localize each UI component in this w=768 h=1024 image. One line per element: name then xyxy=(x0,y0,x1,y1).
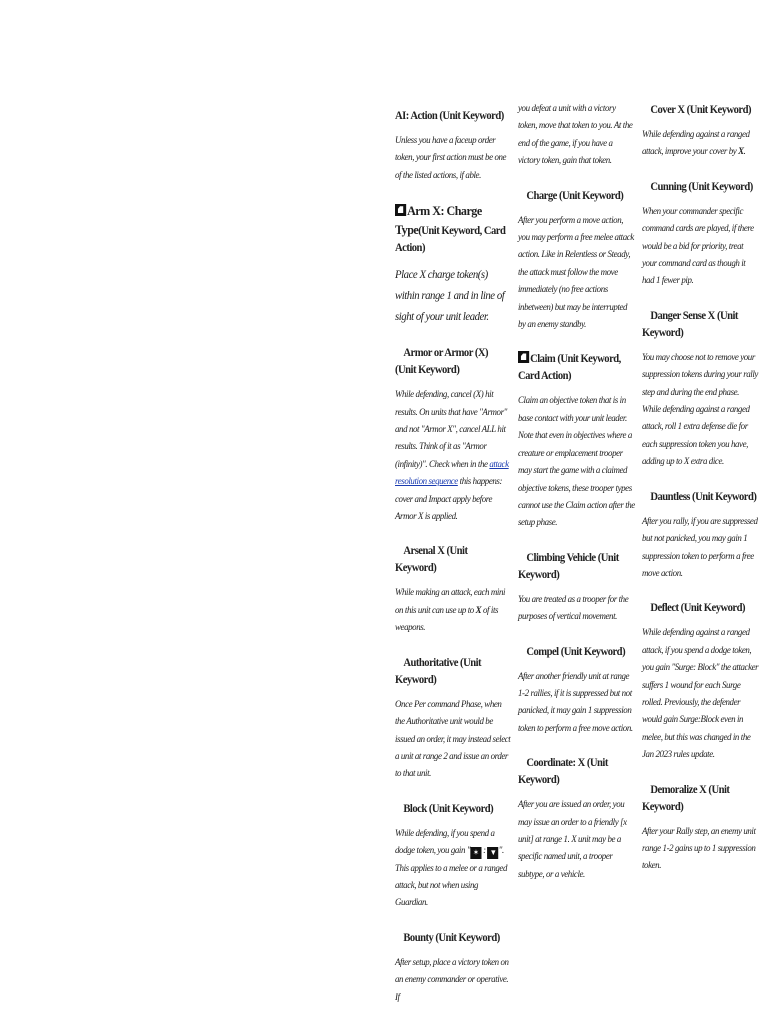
entry-text-b: of its weapons. xyxy=(395,604,499,634)
surge-icon: ✶ xyxy=(470,847,481,859)
entry-text-b: : xyxy=(481,845,488,857)
entry-title-a: Claim (Unit Keyword, xyxy=(530,353,621,366)
entry-text-a: While making an attack, each mini on this unit can use up to xyxy=(395,587,506,616)
entry-title xyxy=(518,550,633,584)
entry-title-text: Coordinate: X (Unit Keyword) xyxy=(518,757,608,787)
entry-authoritative xyxy=(395,655,513,783)
entry-title-text: Demoralize X (Unit Keyword) xyxy=(642,783,730,813)
entry-text-x: X xyxy=(475,604,482,616)
column-1 xyxy=(395,108,513,1024)
entry-climbing-vehicle xyxy=(518,550,636,626)
entry-title-text: Armor or Armor (X) (Unit Keyword) xyxy=(395,347,489,377)
entry-claim xyxy=(518,351,636,531)
entry-text-c: ". This applies to a melee or a ranged attack, but not when using Guardian. xyxy=(395,845,507,909)
entry-text xyxy=(395,386,512,525)
entry-title xyxy=(518,351,633,385)
entry-bounty xyxy=(395,930,513,1006)
entry-block xyxy=(395,801,513,912)
entry-text: After setup, place a victory token on an enemy commander or operative. If xyxy=(395,956,509,1003)
entry-dauntless xyxy=(642,489,760,583)
entry-title-b: (Unit Keyword, Card Action) xyxy=(395,225,506,255)
entry-title-text: Cover X (Unit Keyword) xyxy=(650,104,752,116)
entry-title xyxy=(642,489,757,506)
entry-title-text: Compel (Unit Keyword) xyxy=(526,645,626,658)
entry-ai-action xyxy=(395,108,513,184)
entry-text: You are treated as a trooper for the purposes of vertical movement. xyxy=(518,593,629,623)
entry-title xyxy=(395,801,510,818)
entry-text: After you perform a move action, you may perform a free melee attack action. Like in Relentless or Steady, the attack must follow the move immediately (no free actions inbetween) but may be interrupted by an enemy standby. xyxy=(518,214,634,331)
entry-text: After you are issued an order, you may issue an order to a friendly [x unit] at range 1. X unit may be a specific named unit, a trooper subtype, or a vehicle. xyxy=(518,799,627,880)
entry-title xyxy=(395,345,510,379)
entry-text: Place X charge token(s) within range 1 and in line of sight of your unit leader. xyxy=(395,268,505,324)
entry-title: AI: Action (Unit Keyword) xyxy=(395,110,504,122)
entry-arm-x xyxy=(395,202,513,327)
entry-text-b: this happens: cover and Impact apply before Armor X is applied. xyxy=(395,476,503,523)
entry-title-text: Cunning (Unit Keyword) xyxy=(650,180,753,193)
entry-title-text: Dauntless (Unit Keyword) xyxy=(650,490,757,503)
entry-title xyxy=(642,600,757,617)
entry-deflect xyxy=(642,600,760,763)
entry-text: You may choose not to remove your suppression tokens during your rally step and during the end phase. While defending against a ranged attack, roll 1 extra defense die for each suppression token you have, adding up to X extra dice. xyxy=(642,351,758,468)
entry-arsenal xyxy=(395,543,513,636)
card-action-icon xyxy=(395,204,406,216)
entry-text: Unless you have a faceup order token, your first action must be one of the listed actions, if able. xyxy=(395,135,507,181)
attack-resolution-link[interactable]: attack resolution sequence xyxy=(395,458,509,488)
entry-title xyxy=(642,782,757,816)
entry-cunning xyxy=(642,179,760,290)
entry-text-a: While defending, cancel (X) hit results. On units that have "Armor" and not "Armor X", cancel ALL hit results. Think of it as "Armor (infinity)". Check when in the xyxy=(395,389,507,470)
entry-title-text: Authoritative (Unit Keyword) xyxy=(395,656,482,686)
entry-title xyxy=(642,308,757,342)
entry-title-text: Climbing Vehicle (Unit Keyword) xyxy=(518,551,619,581)
entry-title-a: Arm X: Charge Type xyxy=(395,203,482,238)
entry-title-text: Deflect (Unit Keyword) xyxy=(650,602,746,615)
entry-title xyxy=(395,655,510,689)
entry-charge xyxy=(518,188,636,334)
column-2 xyxy=(518,100,636,901)
entry-title-text: Block (Unit Keyword) xyxy=(403,802,494,815)
entry-text xyxy=(395,825,512,912)
column-3 xyxy=(642,102,760,893)
card-action-icon xyxy=(518,351,529,363)
entry-coordinate xyxy=(518,755,636,883)
entry-title xyxy=(395,543,510,577)
entry-title-text: Bounty (Unit Keyword) xyxy=(403,931,500,944)
entry-text: After your Rally step, an enemy unit range 1-2 gains up to 1 suppression token. xyxy=(642,825,756,872)
entry-armor xyxy=(395,345,513,525)
entry-title xyxy=(518,644,633,661)
entry-text xyxy=(395,584,512,636)
entry-text-x: X xyxy=(738,146,744,158)
entry-bounty-continued xyxy=(518,100,636,170)
entry-cover xyxy=(642,102,760,161)
entry-text xyxy=(642,126,759,161)
entry-title xyxy=(518,188,633,205)
entry-title xyxy=(642,179,757,196)
entry-text: Once Per command Phase, when the Authoritative unit would be issued an order, it may instead select a unit at range 2 and issue an order to that unit. xyxy=(395,698,511,780)
entry-text: you defeat a unit with a victory token, move that token to you. At the end of the game, if you have a victory token, gain that token. xyxy=(518,103,633,167)
entry-title-text: Danger Sense X (Unit Keyword) xyxy=(642,309,738,339)
entry-text: After another friendly unit at range 1-2 rallies, if it is suppressed but not panicked, it may gain 1 suppression token to perform a free move action. xyxy=(518,670,633,734)
entry-text-a: While defending, if you spend a dodge token, you gain " xyxy=(395,827,495,857)
entry-text: Claim an objective token that is in base contact with your unit leader. Note that even in objectives where a creature or emplacement trooper may start the game with a claimed objective tokens, these trooper types cannot use the Claim action after the setup phase. xyxy=(518,395,635,529)
entry-title xyxy=(395,930,510,947)
entry-title xyxy=(395,202,510,257)
entry-text-b: . xyxy=(743,146,746,158)
entry-demoralize xyxy=(642,782,760,875)
entry-text: When your commander specific command cards are played, if there would be a bid for priority, treat your command card as though it had 1 fewer pip. xyxy=(642,205,754,287)
entry-text: After you rally, if you are suppressed but not panicked, you may gain 1 suppression token to perform a free move action. xyxy=(642,515,758,579)
entry-title xyxy=(518,755,633,789)
entry-title-b: Card Action) xyxy=(518,370,572,383)
block-icon: ▼ xyxy=(488,847,499,859)
entry-title-text: Arsenal X (Unit Keyword) xyxy=(395,545,468,575)
entry-title xyxy=(642,102,757,119)
entry-text-a: While defending against a ranged attack, improve your cover by xyxy=(642,129,750,158)
entry-title-text: Charge (Unit Keyword) xyxy=(526,189,624,202)
entry-text: While defending against a ranged attack, if you spend a dodge token, you gain "Surge: Block" the attacker suffers 1 wound for each Surge rolled. Previously, the defender would gain Surge:Block even in melee, but this was changed in the Jan 2023 rules update. xyxy=(642,627,759,761)
entry-danger-sense xyxy=(642,308,760,471)
entry-compel xyxy=(518,644,636,738)
